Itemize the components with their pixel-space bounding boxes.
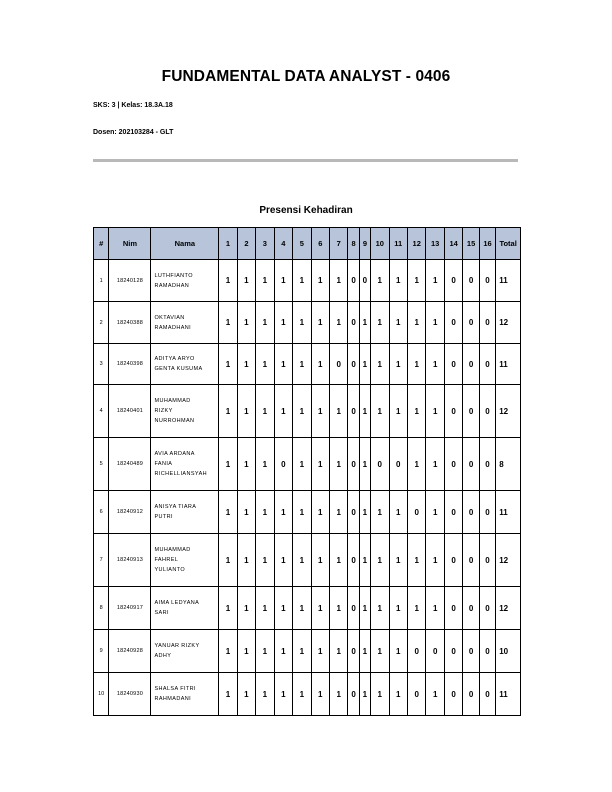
table-row <box>94 344 521 385</box>
attendance-cell: 0 <box>444 587 462 630</box>
table-row <box>94 630 521 673</box>
column-header: Nim <box>109 228 151 260</box>
attendance-cell: 0 <box>359 260 370 302</box>
attendance-total: 12 <box>496 302 521 344</box>
attendance-cell: 0 <box>463 673 479 716</box>
attendance-cell: 1 <box>330 438 348 491</box>
attendance-cell: 1 <box>219 491 237 534</box>
student-name-line: AVIA ARDANA <box>154 451 195 457</box>
attendance-cell: 1 <box>219 534 237 587</box>
column-header: Nama <box>151 228 219 260</box>
attendance-cell: 1 <box>359 385 370 438</box>
attendance-cell: 1 <box>293 587 311 630</box>
table-title: Presensi Kehadiran <box>259 205 353 216</box>
student-nim: 18240398 <box>109 344 151 385</box>
attendance-cell: 1 <box>219 302 237 344</box>
student-name-line: LUTHFIANTO <box>154 272 193 279</box>
attendance-cell: 0 <box>479 534 495 587</box>
attendance-cell: 1 <box>311 491 329 534</box>
student-name-line: MUHAMMAD <box>154 398 191 404</box>
attendance-cell: 1 <box>407 587 425 630</box>
column-header: 1 <box>219 228 237 260</box>
attendance-cell: 1 <box>426 302 444 344</box>
attendance-cell: 1 <box>256 534 274 587</box>
student-name-line: SARI <box>154 610 169 616</box>
student-name-line: AIMA LEDYANA <box>154 600 200 606</box>
attendance-cell: 0 <box>348 438 359 491</box>
attendance-cell: 0 <box>479 385 495 438</box>
row-number: 5 <box>94 438 109 491</box>
attendance-cell: 1 <box>274 673 292 716</box>
attendance-cell: 1 <box>330 630 348 673</box>
attendance-cell: 1 <box>389 534 407 587</box>
attendance-total: 12 <box>496 587 521 630</box>
attendance-cell: 1 <box>359 302 370 344</box>
attendance-cell: 1 <box>330 534 348 587</box>
attendance-cell: 0 <box>444 385 462 438</box>
attendance-cell: 1 <box>389 630 407 673</box>
attendance-cell: 0 <box>463 302 479 344</box>
attendance-cell: 1 <box>330 491 348 534</box>
attendance-cell: 0 <box>348 302 359 344</box>
attendance-cell: 1 <box>293 673 311 716</box>
student-name-line: RICHELLIANSYAH <box>154 471 208 477</box>
student-name-line: NURROHMAN <box>154 418 195 424</box>
attendance-total: 11 <box>496 673 521 716</box>
attendance-cell: 1 <box>426 344 444 385</box>
attendance-cell: 1 <box>237 438 255 491</box>
attendance-cell: 1 <box>426 260 444 302</box>
student-name-line: OKTAVIAN <box>154 314 185 321</box>
attendance-cell: 1 <box>359 587 370 630</box>
attendance-cell: 0 <box>389 438 407 491</box>
student-name-line: YULIANTO <box>154 567 186 573</box>
table-row <box>94 673 521 716</box>
attendance-cell: 1 <box>219 385 237 438</box>
student-name <box>151 260 219 302</box>
attendance-cell: 1 <box>274 385 292 438</box>
attendance-cell: 1 <box>293 491 311 534</box>
attendance-cell: 0 <box>407 491 425 534</box>
student-name-line: MUHAMMAD <box>154 547 191 553</box>
student-name <box>151 438 219 491</box>
column-header: 15 <box>463 228 479 260</box>
attendance-cell: 1 <box>426 438 444 491</box>
attendance-cell: 1 <box>330 673 348 716</box>
student-name-line: PUTRI <box>154 514 173 520</box>
attendance-cell: 0 <box>479 587 495 630</box>
column-header: 2 <box>237 228 255 260</box>
attendance-cell: 1 <box>237 534 255 587</box>
attendance-cell: 1 <box>219 587 237 630</box>
attendance-cell: 1 <box>256 630 274 673</box>
attendance-cell: 1 <box>407 260 425 302</box>
attendance-cell: 1 <box>371 491 389 534</box>
student-name-line: SHALSA FITRI <box>154 686 196 692</box>
attendance-cell: 1 <box>330 385 348 438</box>
student-name-line: RAHMADANI <box>154 696 192 702</box>
attendance-cell: 0 <box>348 587 359 630</box>
column-header: 4 <box>274 228 292 260</box>
attendance-cell: 1 <box>293 438 311 491</box>
attendance-cell: 0 <box>444 302 462 344</box>
student-name <box>151 534 219 587</box>
attendance-cell: 1 <box>426 385 444 438</box>
attendance-cell: 0 <box>407 630 425 673</box>
attendance-cell: 1 <box>293 534 311 587</box>
attendance-cell: 1 <box>330 260 348 302</box>
attendance-cell: 1 <box>219 438 237 491</box>
student-name <box>151 344 219 385</box>
student-nim: 18240917 <box>109 587 151 630</box>
student-nim: 18240913 <box>109 534 151 587</box>
attendance-cell: 1 <box>407 385 425 438</box>
student-nim: 18240388 <box>109 302 151 344</box>
attendance-cell: 1 <box>426 491 444 534</box>
attendance-cell: 1 <box>256 587 274 630</box>
attendance-total: 12 <box>496 534 521 587</box>
attendance-cell: 0 <box>479 491 495 534</box>
table-header-row <box>94 228 521 260</box>
attendance-cell: 0 <box>348 534 359 587</box>
row-number: 1 <box>94 260 109 302</box>
attendance-cell: 1 <box>237 260 255 302</box>
attendance-cell: 1 <box>371 385 389 438</box>
course-info: SKS: 3 | Kelas: 18.3A.18 <box>93 102 173 109</box>
attendance-cell: 1 <box>256 344 274 385</box>
row-number: 4 <box>94 385 109 438</box>
attendance-cell: 1 <box>293 385 311 438</box>
lecturer-info: Dosen: 202103284 - GLT <box>93 129 174 136</box>
table-row <box>94 302 521 344</box>
column-header: 10 <box>371 228 389 260</box>
student-name <box>151 302 219 344</box>
attendance-cell: 0 <box>444 491 462 534</box>
attendance-cell: 0 <box>463 630 479 673</box>
attendance-cell: 1 <box>256 385 274 438</box>
student-name-line: ANISYA TIARA <box>154 504 197 510</box>
attendance-cell: 1 <box>359 630 370 673</box>
student-name-line: ADHY <box>154 653 172 659</box>
row-number: 7 <box>94 534 109 587</box>
attendance-cell: 1 <box>237 491 255 534</box>
attendance-cell: 0 <box>479 438 495 491</box>
attendance-cell: 1 <box>371 630 389 673</box>
attendance-cell: 1 <box>256 260 274 302</box>
attendance-cell: 0 <box>463 260 479 302</box>
attendance-table <box>93 227 521 716</box>
attendance-cell: 1 <box>293 630 311 673</box>
attendance-cell: 0 <box>444 534 462 587</box>
attendance-cell: 1 <box>274 587 292 630</box>
attendance-cell: 1 <box>330 302 348 344</box>
student-nim: 18240401 <box>109 385 151 438</box>
attendance-cell: 1 <box>371 673 389 716</box>
column-header: 6 <box>311 228 329 260</box>
attendance-cell: 0 <box>444 344 462 385</box>
attendance-cell: 1 <box>330 587 348 630</box>
attendance-cell: 0 <box>407 673 425 716</box>
table-row <box>94 491 521 534</box>
student-name-line: ADITYA ARYO <box>154 356 195 362</box>
column-header: 12 <box>407 228 425 260</box>
attendance-cell: 1 <box>311 260 329 302</box>
attendance-cell: 1 <box>311 587 329 630</box>
attendance-cell: 0 <box>463 438 479 491</box>
attendance-cell: 1 <box>219 344 237 385</box>
attendance-cell: 1 <box>371 344 389 385</box>
attendance-cell: 1 <box>256 491 274 534</box>
attendance-cell: 1 <box>371 302 389 344</box>
student-name-line: GENTA KUSUMA <box>154 366 203 372</box>
column-header: 13 <box>426 228 444 260</box>
attendance-cell: 0 <box>426 630 444 673</box>
table-row <box>94 260 521 302</box>
attendance-cell: 1 <box>359 673 370 716</box>
attendance-cell: 0 <box>348 630 359 673</box>
student-name-line: FANIA <box>154 461 173 467</box>
attendance-cell: 1 <box>311 385 329 438</box>
student-name-line: RIZKY <box>154 408 173 414</box>
attendance-cell: 1 <box>389 673 407 716</box>
attendance-cell: 1 <box>311 673 329 716</box>
attendance-cell: 1 <box>274 344 292 385</box>
attendance-cell: 1 <box>237 673 255 716</box>
column-header: 16 <box>479 228 495 260</box>
column-header: 11 <box>389 228 407 260</box>
attendance-cell: 1 <box>274 630 292 673</box>
row-number: 8 <box>94 587 109 630</box>
attendance-cell: 1 <box>274 260 292 302</box>
attendance-cell: 1 <box>311 344 329 385</box>
column-header: 5 <box>293 228 311 260</box>
attendance-cell: 0 <box>348 673 359 716</box>
attendance-cell: 1 <box>237 630 255 673</box>
student-name-line: RAMADHAN <box>154 282 190 289</box>
attendance-cell: 0 <box>444 260 462 302</box>
attendance-cell: 1 <box>274 491 292 534</box>
attendance-cell: 0 <box>463 385 479 438</box>
attendance-cell: 1 <box>359 344 370 385</box>
student-name <box>151 587 219 630</box>
attendance-cell: 1 <box>371 260 389 302</box>
attendance-cell: 1 <box>293 260 311 302</box>
attendance-cell: 1 <box>407 438 425 491</box>
attendance-cell: 1 <box>311 438 329 491</box>
attendance-cell: 1 <box>256 673 274 716</box>
attendance-cell: 1 <box>407 534 425 587</box>
attendance-cell: 1 <box>274 534 292 587</box>
student-nim: 18240128 <box>109 260 151 302</box>
attendance-cell: 1 <box>311 534 329 587</box>
attendance-total: 11 <box>496 344 521 385</box>
attendance-cell: 0 <box>348 385 359 438</box>
attendance-cell: 0 <box>479 260 495 302</box>
attendance-cell: 1 <box>389 260 407 302</box>
column-header: 3 <box>256 228 274 260</box>
student-nim: 18240912 <box>109 491 151 534</box>
student-name-line: YANUAR RIZKY <box>154 643 200 649</box>
attendance-cell: 0 <box>444 673 462 716</box>
table-row <box>94 534 521 587</box>
attendance-cell: 1 <box>237 302 255 344</box>
attendance-cell: 1 <box>407 302 425 344</box>
attendance-cell: 0 <box>444 630 462 673</box>
student-name <box>151 385 219 438</box>
attendance-cell: 1 <box>237 385 255 438</box>
attendance-cell: 0 <box>348 491 359 534</box>
attendance-cell: 1 <box>389 491 407 534</box>
student-name-line: FAHREL <box>154 557 179 563</box>
attendance-cell: 1 <box>359 534 370 587</box>
attendance-cell: 1 <box>359 491 370 534</box>
attendance-cell: 1 <box>274 302 292 344</box>
page-title: FUNDAMENTAL DATA ANALYST - 0406 <box>161 68 451 85</box>
attendance-cell: 1 <box>219 260 237 302</box>
student-name-line: RAMADHANI <box>154 324 192 331</box>
student-nim: 18240489 <box>109 438 151 491</box>
attendance-total: 11 <box>496 260 521 302</box>
attendance-cell: 0 <box>348 260 359 302</box>
attendance-cell: 1 <box>256 438 274 491</box>
table-row <box>94 438 521 491</box>
student-name <box>151 491 219 534</box>
divider <box>93 159 518 162</box>
attendance-cell: 1 <box>293 302 311 344</box>
attendance-cell: 1 <box>359 438 370 491</box>
attendance-cell: 1 <box>371 587 389 630</box>
attendance-total: 10 <box>496 630 521 673</box>
student-name <box>151 630 219 673</box>
attendance-cell: 1 <box>389 302 407 344</box>
attendance-total: 12 <box>496 385 521 438</box>
attendance-cell: 0 <box>463 587 479 630</box>
row-number: 3 <box>94 344 109 385</box>
attendance-cell: 1 <box>389 587 407 630</box>
row-number: 10 <box>94 673 109 716</box>
attendance-cell: 0 <box>479 673 495 716</box>
attendance-cell: 0 <box>330 344 348 385</box>
column-header: 14 <box>444 228 462 260</box>
attendance-cell: 1 <box>426 534 444 587</box>
student-nim: 18240928 <box>109 630 151 673</box>
attendance-total: 8 <box>496 438 521 491</box>
attendance-cell: 1 <box>237 344 255 385</box>
attendance-cell: 1 <box>311 630 329 673</box>
attendance-cell: 0 <box>463 491 479 534</box>
row-number: 2 <box>94 302 109 344</box>
attendance-cell: 0 <box>479 344 495 385</box>
row-number: 9 <box>94 630 109 673</box>
attendance-cell: 1 <box>293 344 311 385</box>
attendance-cell: 0 <box>444 438 462 491</box>
attendance-cell: 1 <box>311 302 329 344</box>
table-row <box>94 385 521 438</box>
attendance-cell: 0 <box>463 344 479 385</box>
row-number: 6 <box>94 491 109 534</box>
attendance-cell: 0 <box>463 534 479 587</box>
attendance-cell: 1 <box>237 587 255 630</box>
column-header: # <box>94 228 109 260</box>
attendance-cell: 1 <box>426 673 444 716</box>
attendance-cell: 1 <box>426 587 444 630</box>
attendance-cell: 1 <box>389 385 407 438</box>
column-header: 7 <box>330 228 348 260</box>
attendance-cell: 0 <box>274 438 292 491</box>
attendance-cell: 1 <box>389 344 407 385</box>
attendance-cell: 1 <box>219 630 237 673</box>
attendance-cell: 1 <box>219 673 237 716</box>
attendance-cell: 0 <box>479 302 495 344</box>
column-header: 8 <box>348 228 359 260</box>
attendance-cell: 0 <box>348 344 359 385</box>
student-nim: 18240930 <box>109 673 151 716</box>
attendance-cell: 0 <box>371 438 389 491</box>
attendance-cell: 0 <box>479 630 495 673</box>
attendance-total: 11 <box>496 491 521 534</box>
attendance-cell: 1 <box>256 302 274 344</box>
column-header: 9 <box>359 228 370 260</box>
column-header: Total <box>496 228 521 260</box>
table-row <box>94 587 521 630</box>
attendance-cell: 1 <box>407 344 425 385</box>
attendance-cell: 1 <box>371 534 389 587</box>
student-name <box>151 673 219 716</box>
